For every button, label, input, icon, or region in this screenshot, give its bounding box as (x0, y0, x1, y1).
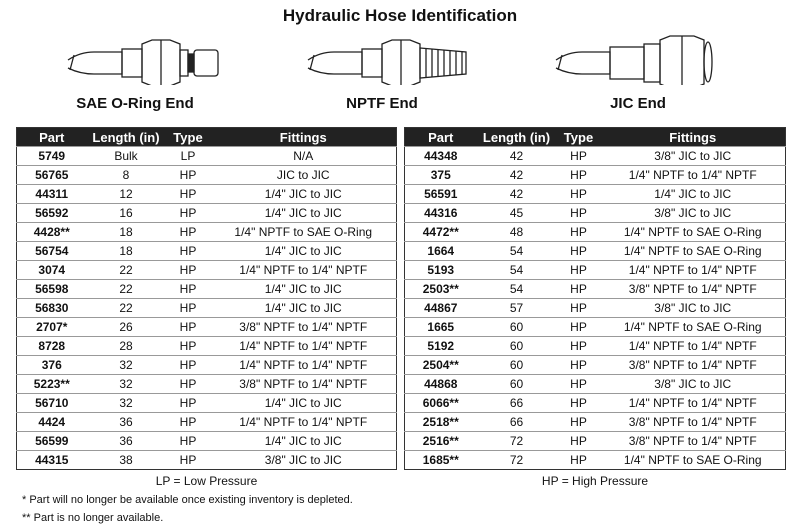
part-cell: 56598 (17, 280, 87, 299)
fittings-cell: 1/4" NPTF to 1/4" NPTF (211, 337, 397, 356)
fittings-cell: 1/4" NPTF to 1/4" NPTF (211, 261, 397, 280)
legend-high-pressure: HP = High Pressure (541, 474, 649, 488)
length-cell: 54 (477, 261, 557, 280)
length-cell: 32 (87, 394, 166, 413)
type-cell: HP (166, 242, 211, 261)
length-cell: 60 (477, 356, 557, 375)
part-cell: 56830 (17, 299, 87, 318)
type-cell: HP (557, 185, 601, 204)
length-cell: 42 (477, 185, 557, 204)
part-cell: 56599 (17, 432, 87, 451)
length-cell: 18 (87, 223, 166, 242)
part-cell: 56765 (17, 166, 87, 185)
table-row (17, 223, 397, 242)
part-cell: 5193 (405, 261, 477, 280)
col-part: Part (405, 128, 477, 147)
table-row (17, 318, 397, 337)
length-cell: 28 (87, 337, 166, 356)
length-cell: 22 (87, 261, 166, 280)
table-row (405, 432, 786, 451)
length-cell: 8 (87, 166, 166, 185)
fittings-cell: 1/4" NPTF to 1/4" NPTF (211, 356, 397, 375)
length-cell: 12 (87, 185, 166, 204)
type-cell: HP (166, 432, 211, 451)
part-cell: 5223** (17, 375, 87, 394)
fittings-cell: 1/4" NPTF to 1/4" NPTF (601, 166, 786, 185)
length-cell: 60 (477, 375, 557, 394)
type-cell: HP (166, 413, 211, 432)
type-cell: HP (166, 394, 211, 413)
type-cell: HP (557, 451, 601, 470)
fittings-cell: 3/8" NPTF to 1/4" NPTF (211, 375, 397, 394)
col-part: Part (17, 128, 87, 147)
part-cell: 1665 (405, 318, 477, 337)
table-row (17, 204, 397, 223)
type-cell: HP (557, 337, 601, 356)
col-length: Length (in) (87, 128, 166, 147)
type-cell: HP (166, 299, 211, 318)
fittings-cell: 3/8" JIC to JIC (601, 204, 786, 223)
length-cell: 72 (477, 451, 557, 470)
part-cell: 2707* (17, 318, 87, 337)
fittings-cell: 3/8" NPTF to 1/4" NPTF (601, 356, 786, 375)
table-row (17, 280, 397, 299)
part-cell: 56710 (17, 394, 87, 413)
fittings-cell: 1/4" NPTF to SAE O-Ring (211, 223, 397, 242)
part-cell: 44868 (405, 375, 477, 394)
fittings-cell: 3/8" NPTF to 1/4" NPTF (211, 318, 397, 337)
table-row (17, 147, 397, 166)
table-row (17, 261, 397, 280)
type-cell: HP (166, 185, 211, 204)
type-cell: HP (166, 451, 211, 470)
table-row (405, 337, 786, 356)
part-cell: 44315 (17, 451, 87, 470)
part-cell: 56592 (17, 204, 87, 223)
length-cell: 60 (477, 318, 557, 337)
type-cell: HP (557, 299, 601, 318)
part-cell: 3074 (17, 261, 87, 280)
type-cell: HP (557, 413, 601, 432)
table-row (405, 204, 786, 223)
length-cell: 16 (87, 204, 166, 223)
part-cell: 56591 (405, 185, 477, 204)
part-cell: 376 (17, 356, 87, 375)
hose-table-left (16, 127, 397, 470)
type-cell: HP (166, 261, 211, 280)
table-row (405, 413, 786, 432)
table-row (405, 261, 786, 280)
length-cell: 36 (87, 432, 166, 451)
length-cell: 38 (87, 451, 166, 470)
sae-o-ring-fitting-icon (60, 30, 260, 85)
type-cell: HP (166, 375, 211, 394)
type-cell: HP (166, 356, 211, 375)
table-row (17, 185, 397, 204)
fittings-cell: 3/8" JIC to JIC (211, 451, 397, 470)
fittings-cell: 3/8" NPTF to 1/4" NPTF (601, 413, 786, 432)
fittings-cell: 3/8" NPTF to 1/4" NPTF (601, 280, 786, 299)
col-fittings: Fittings (601, 128, 786, 147)
length-cell: 32 (87, 356, 166, 375)
length-cell: 42 (477, 166, 557, 185)
part-cell: 2516** (405, 432, 477, 451)
table-row (405, 242, 786, 261)
table-row (405, 318, 786, 337)
col-type: Type (166, 128, 211, 147)
part-cell: 44311 (17, 185, 87, 204)
length-cell: 48 (477, 223, 557, 242)
fittings-cell: 3/8" JIC to JIC (601, 299, 786, 318)
type-cell: HP (557, 261, 601, 280)
type-cell: LP (166, 147, 211, 166)
table-row (405, 375, 786, 394)
type-cell: HP (557, 223, 601, 242)
fittings-cell: 1/4" JIC to JIC (211, 204, 397, 223)
fittings-cell: 1/4" NPTF to 1/4" NPTF (601, 261, 786, 280)
fittings-cell: 1/4" JIC to JIC (211, 280, 397, 299)
table-row (17, 432, 397, 451)
table-row (405, 356, 786, 375)
type-cell: HP (166, 223, 211, 242)
part-cell: 2503** (405, 280, 477, 299)
jic-caption: JIC End (610, 95, 666, 112)
page-title: Hydraulic Hose Identification (282, 6, 518, 25)
part-cell: 6066** (405, 394, 477, 413)
table-row (17, 375, 397, 394)
length-cell: 32 (87, 375, 166, 394)
fittings-cell: JIC to JIC (211, 166, 397, 185)
table-row (17, 299, 397, 318)
table-row (17, 413, 397, 432)
fittings-cell: 1/4" NPTF to SAE O-Ring (601, 242, 786, 261)
part-cell: 4472** (405, 223, 477, 242)
part-cell: 1664 (405, 242, 477, 261)
type-cell: HP (557, 356, 601, 375)
table-row (17, 451, 397, 470)
length-cell: 42 (477, 147, 557, 166)
part-cell: 4428** (17, 223, 87, 242)
type-cell: HP (166, 318, 211, 337)
fittings-cell: 1/4" NPTF to 1/4" NPTF (211, 413, 397, 432)
fittings-cell: 1/4" JIC to JIC (211, 394, 397, 413)
table-row (405, 147, 786, 166)
type-cell: HP (557, 204, 601, 223)
part-cell: 44867 (405, 299, 477, 318)
part-cell: 1685** (405, 451, 477, 470)
table-row (405, 185, 786, 204)
fittings-cell: 1/4" NPTF to 1/4" NPTF (601, 337, 786, 356)
hose-table-right (404, 127, 786, 470)
part-cell: 2504** (405, 356, 477, 375)
part-cell: 4424 (17, 413, 87, 432)
type-cell: HP (557, 375, 601, 394)
table-row (405, 166, 786, 185)
part-cell: 375 (405, 166, 477, 185)
fittings-cell: 1/4" JIC to JIC (211, 299, 397, 318)
part-cell: 8728 (17, 337, 87, 356)
footnote-discontinued: ** Part is no longer available. (22, 512, 164, 524)
type-cell: HP (557, 318, 601, 337)
type-cell: HP (557, 147, 601, 166)
col-type: Type (557, 128, 601, 147)
col-fittings: Fittings (211, 128, 397, 147)
fittings-cell: 1/4" JIC to JIC (211, 432, 397, 451)
length-cell: 66 (477, 413, 557, 432)
length-cell: 18 (87, 242, 166, 261)
part-cell: 5192 (405, 337, 477, 356)
length-cell: 22 (87, 280, 166, 299)
table-row (17, 356, 397, 375)
col-length: Length (in) (477, 128, 557, 147)
fittings-cell: 3/8" JIC to JIC (601, 375, 786, 394)
fittings-cell: 1/4" NPTF to SAE O-Ring (601, 318, 786, 337)
type-cell: HP (557, 394, 601, 413)
fittings-cell: 3/8" JIC to JIC (601, 147, 786, 166)
length-cell: Bulk (87, 147, 166, 166)
jic-fitting-icon (548, 30, 748, 85)
length-cell: 26 (87, 318, 166, 337)
sae-o-ring-caption: SAE O-Ring End (76, 95, 194, 112)
type-cell: HP (166, 337, 211, 356)
type-cell: HP (557, 432, 601, 451)
length-cell: 72 (477, 432, 557, 451)
fittings-cell: 1/4" NPTF to SAE O-Ring (601, 223, 786, 242)
type-cell: HP (557, 242, 601, 261)
table-row (405, 394, 786, 413)
type-cell: HP (166, 204, 211, 223)
type-cell: HP (166, 280, 211, 299)
length-cell: 22 (87, 299, 166, 318)
type-cell: HP (166, 166, 211, 185)
nptf-caption: NPTF End (346, 95, 418, 112)
part-cell: 2518** (405, 413, 477, 432)
table-row (17, 166, 397, 185)
table-row (405, 223, 786, 242)
fittings-cell: 1/4" JIC to JIC (601, 185, 786, 204)
length-cell: 54 (477, 280, 557, 299)
table-row (17, 337, 397, 356)
length-cell: 57 (477, 299, 557, 318)
part-cell: 56754 (17, 242, 87, 261)
fittings-cell: 3/8" NPTF to 1/4" NPTF (601, 432, 786, 451)
length-cell: 45 (477, 204, 557, 223)
footnote-discontinued-soon: * Part will no longer be available once existing inventory is depleted. (22, 494, 353, 506)
table-row (405, 299, 786, 318)
length-cell: 36 (87, 413, 166, 432)
part-cell: 44348 (405, 147, 477, 166)
length-cell: 54 (477, 242, 557, 261)
table-row (405, 280, 786, 299)
fittings-cell: 1/4" JIC to JIC (211, 185, 397, 204)
part-cell: 44316 (405, 204, 477, 223)
part-cell: 5749 (17, 147, 87, 166)
type-cell: HP (557, 166, 601, 185)
nptf-fitting-icon (300, 30, 500, 85)
length-cell: 66 (477, 394, 557, 413)
fittings-cell: 1/4" NPTF to 1/4" NPTF (601, 394, 786, 413)
legend-low-pressure: LP = Low Pressure (155, 474, 258, 488)
fittings-cell: 1/4" NPTF to SAE O-Ring (601, 451, 786, 470)
fittings-cell: N/A (211, 147, 397, 166)
type-cell: HP (557, 280, 601, 299)
table-row (17, 394, 397, 413)
table-row (405, 451, 786, 470)
length-cell: 60 (477, 337, 557, 356)
table-row (17, 242, 397, 261)
fittings-cell: 1/4" JIC to JIC (211, 242, 397, 261)
